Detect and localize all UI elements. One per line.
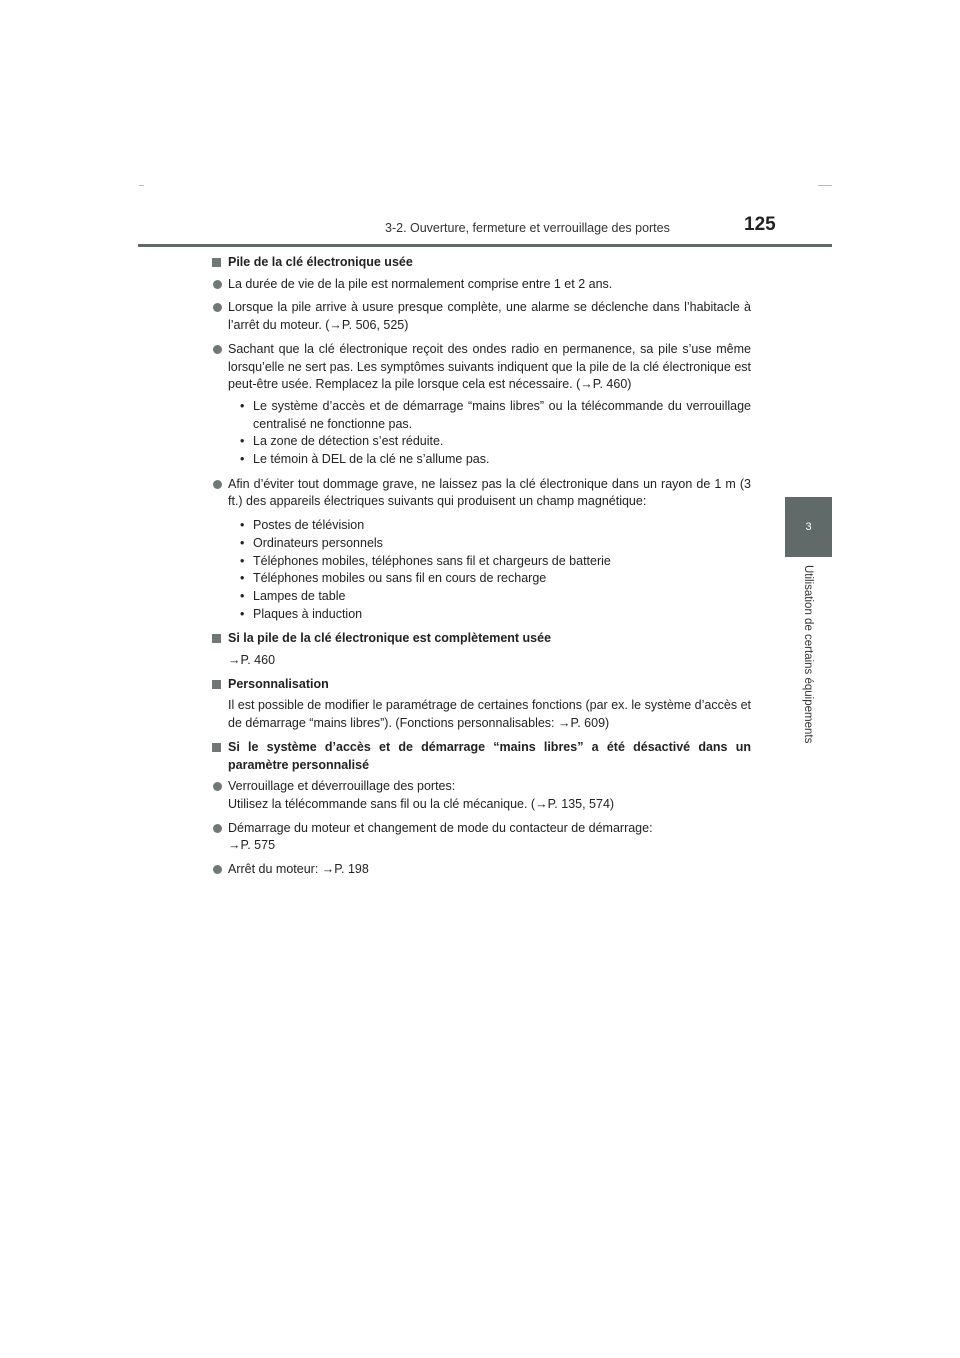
section-heading: Si la pile de la clé électronique est complètement usée bbox=[212, 630, 751, 648]
page-content bbox=[212, 254, 751, 885]
square-bullet-icon bbox=[212, 634, 221, 643]
section-heading: Pile de la clé électronique usée bbox=[212, 254, 751, 272]
circle-bullet-icon bbox=[213, 480, 222, 489]
bullet-item: Verrouillage et déverrouillage des portes: Utilisez la télécommande sans fil ou la clé mécanique. (→P. 135, 574) bbox=[212, 778, 751, 813]
circle-bullet-icon bbox=[213, 345, 222, 354]
chapter-tab: 3 bbox=[785, 497, 832, 557]
symptom-list bbox=[212, 398, 751, 469]
square-bullet-icon bbox=[212, 258, 221, 267]
device-list bbox=[212, 517, 751, 623]
header-rule bbox=[138, 244, 832, 247]
section-smart-system-disabled bbox=[212, 739, 751, 879]
list-item: • Plaques à induction bbox=[240, 606, 751, 624]
page-reference: →P. 460 bbox=[228, 653, 276, 668]
paragraph: Il est possible de modifier le paramétrage de certaines fonctions (par ex. le système d’accès et de démarrage “mains libres”). (Fonctions personnalisables: →P. 609) bbox=[228, 698, 751, 731]
list-item: • Postes de télévision bbox=[240, 517, 751, 535]
square-bullet-icon bbox=[212, 680, 221, 689]
running-header: 3-2. Ouverture, fermeture et verrouillage des portes bbox=[385, 221, 670, 235]
circle-bullet-icon bbox=[213, 824, 222, 833]
list-item: • La zone de détection s’est réduite. bbox=[240, 433, 751, 451]
circle-bullet-icon bbox=[213, 280, 222, 289]
circle-bullet-icon bbox=[213, 865, 222, 874]
list-item: • Lampes de table bbox=[240, 588, 751, 606]
list-item: • Le témoin à DEL de la clé ne s’allume pas. bbox=[240, 451, 751, 469]
section-battery-worn bbox=[212, 254, 751, 623]
page-number: 125 bbox=[744, 214, 776, 235]
square-bullet-icon bbox=[212, 743, 221, 752]
list-item: • Ordinateurs personnels bbox=[240, 535, 751, 553]
list-item: • Téléphones mobiles ou sans fil en cours de recharge bbox=[240, 570, 751, 588]
list-item: • Téléphones mobiles, téléphones sans fil et chargeurs de batterie bbox=[240, 553, 751, 571]
section-customization bbox=[212, 676, 751, 733]
bullet-item: Arrêt du moteur: →P. 198 bbox=[212, 861, 751, 879]
crop-mark-left bbox=[139, 185, 144, 186]
circle-bullet-icon bbox=[213, 782, 222, 791]
section-heading: Personnalisation bbox=[212, 676, 751, 694]
bullet-item: Lorsque la pile arrive à usure presque complète, une alarme se déclenche dans l’habitacle à l’arrêt du moteur. (→P. 506, 525) bbox=[212, 299, 751, 334]
bullet-item: Sachant que la clé électronique reçoit des ondes radio en permanence, sa pile s’use même lorsqu’elle ne sert pas. Les symptômes suivants indiquent que la pile de la clé électronique est peut-être usée. Remplacez la pile lorsque cela est nécessaire. (→P. 460) bbox=[212, 341, 751, 394]
list-item: • Le système d’accès et de démarrage “mains libres” ou la télécommande du verrouillage centralisé ne fonctionne pas. bbox=[240, 398, 751, 433]
chapter-title-vertical: Utilisation de certains équipements bbox=[802, 565, 814, 744]
crop-mark-right bbox=[818, 185, 832, 186]
section-heading: Si le système d’accès et de démarrage “mains libres” a été désactivé dans un paramètre personnalisé bbox=[212, 739, 751, 774]
section-battery-depleted bbox=[212, 630, 751, 669]
bullet-item: La durée de vie de la pile est normalement comprise entre 1 et 2 ans. bbox=[212, 276, 751, 294]
bullet-item: Afin d’éviter tout dommage grave, ne laissez pas la clé électronique dans un rayon de 1 m (3 ft.) des appareils électriques suivants qui produisent un champ magnétique: bbox=[212, 476, 751, 511]
bullet-item: Démarrage du moteur et changement de mode du contacteur de démarrage: →P. 575 bbox=[212, 820, 751, 855]
circle-bullet-icon bbox=[213, 303, 222, 312]
